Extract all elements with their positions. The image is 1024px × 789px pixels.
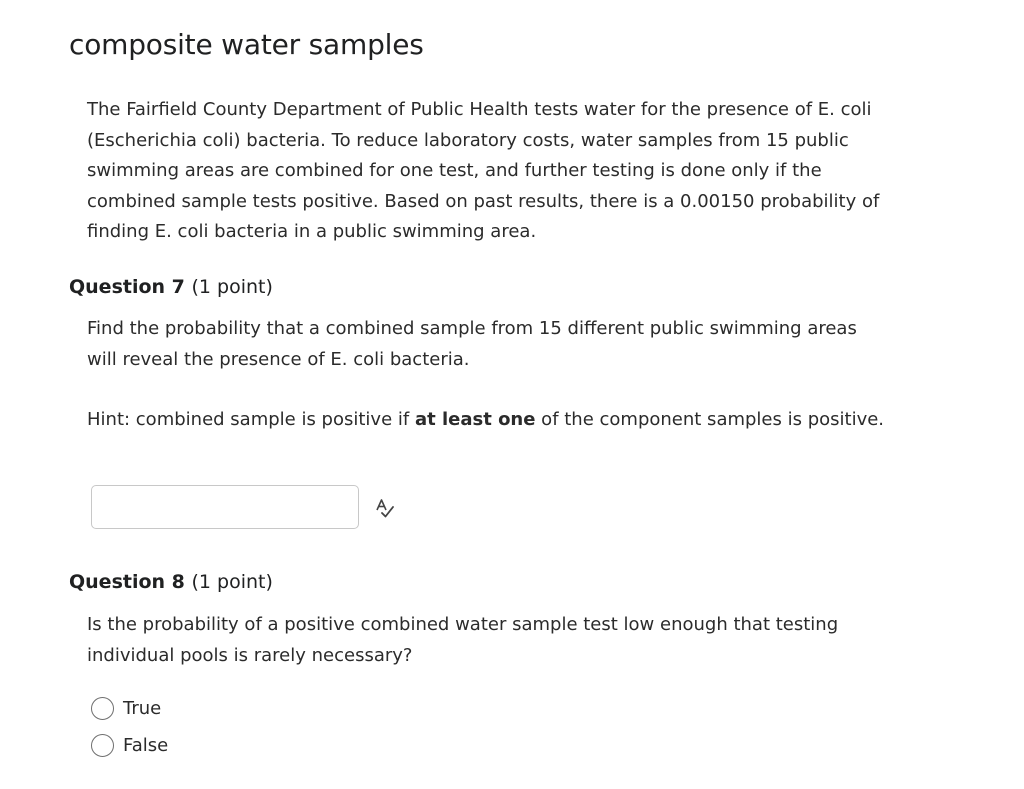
radio-true[interactable] bbox=[91, 697, 114, 720]
section-title: composite water samples bbox=[69, 28, 424, 61]
question-7-hint bbox=[87, 405, 887, 436]
question-7-text: Find the probability that a combined sample from 15 different public swimming areas will reveal the presence of E. coli bacteria. bbox=[87, 318, 857, 370]
question-8-text: Is the probability of a positive combined water sample test low enough that testing individual pools is rarely necessary? bbox=[87, 614, 839, 666]
hint-suffix: of the component samples is positive. bbox=[535, 409, 885, 430]
question-8-options bbox=[91, 690, 168, 764]
radio-false[interactable] bbox=[91, 734, 114, 757]
question-7-heading bbox=[69, 274, 273, 300]
hint-emphasis: at least one bbox=[414, 409, 536, 430]
option-true-label[interactable]: True bbox=[123, 698, 162, 719]
spell-check-icon bbox=[374, 498, 396, 518]
question-7-number: Question 7 bbox=[69, 276, 185, 298]
question-7-answer-input[interactable] bbox=[91, 485, 359, 529]
option-false-label[interactable]: False bbox=[123, 735, 169, 756]
question-8-heading bbox=[69, 569, 273, 595]
option-false[interactable] bbox=[91, 727, 168, 764]
question-8-points: (1 point) bbox=[191, 571, 273, 593]
option-true[interactable] bbox=[91, 690, 168, 727]
hint-prefix: Hint: combined sample is positive if bbox=[87, 409, 415, 430]
question-7-points: (1 point) bbox=[191, 276, 273, 298]
intro-paragraph: The Fairfield County Department of Public Health tests water for the presence of E. coli (Escherichia coli) bacteria. To reduce laboratory costs, water samples from 15 public swimming areas are combined for one test, and further testing is done only if the combined sample tests positive. Based on past results, there is a 0.00150 probability of finding E. coli bacteria in a public swimming area. bbox=[87, 99, 880, 242]
spell-check-button[interactable] bbox=[372, 496, 398, 520]
question-8-number: Question 8 bbox=[69, 571, 185, 593]
